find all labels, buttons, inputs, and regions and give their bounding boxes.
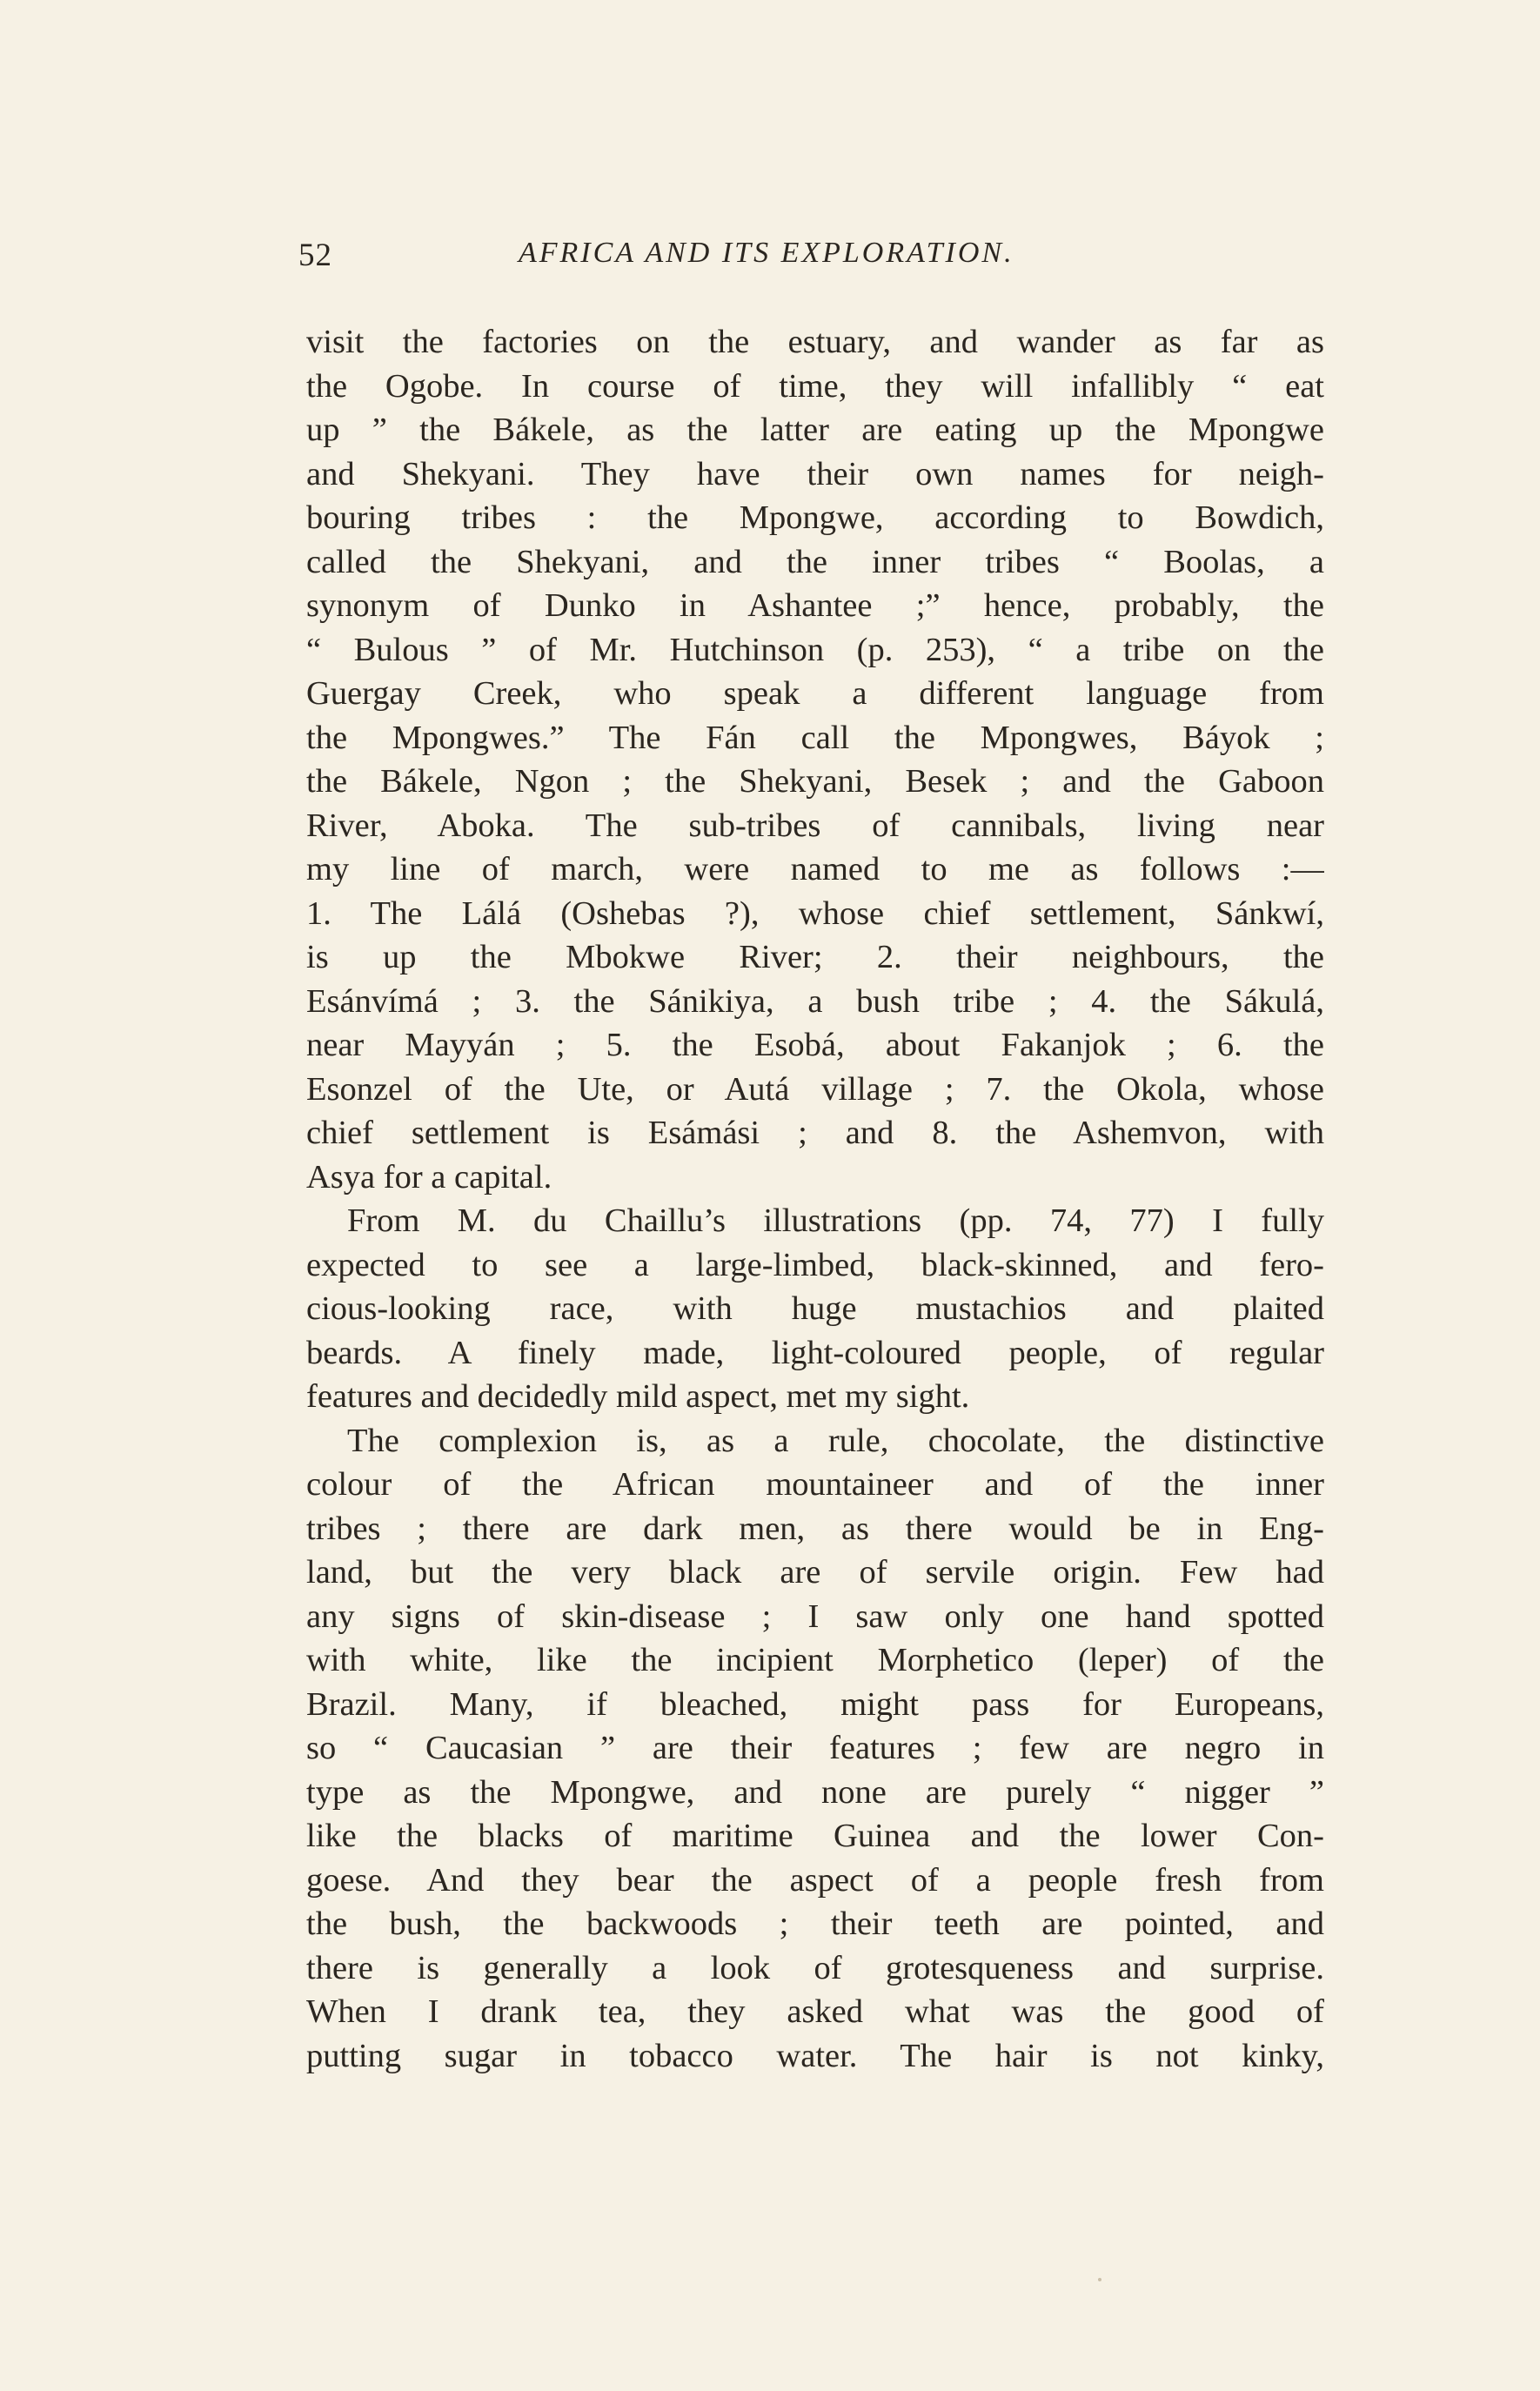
paragraph-end-line: Asya for a capital. [306,1158,552,1196]
text-line: there is generally a look of grotesqueness and surprise. [306,1949,1324,1986]
text-line: the bush, the backwoods ; their teeth are pointed, and [306,1905,1324,1942]
text-line: type as the Mpongwe, and none are purely “ nigger ” [306,1773,1324,1811]
text-line: my line of march, were named to me as follows :— [306,851,1324,887]
text-line: Brazil. Many, if bleached, might pass for Europeans, [306,1685,1324,1723]
text-line: near Mayyán ; 5. the Esobá, about Fakanjok ; 6. the [306,1027,1324,1063]
text-line: “ Bulous ” of Mr. Hutchinson (p. 253), “ a tribe on the [306,631,1324,668]
text-line: up ” the Bákele, as the latter are eating up the Mpongwe [306,412,1324,448]
text-line: putting sugar in tobacco water. The hair is not kinky, [306,2037,1324,2074]
text-line: synonym of Dunko in Ashantee ;” hence, probably, the [306,587,1324,624]
text-line: so “ Caucasian ” are their features ; few are negro in [306,1730,1324,1766]
text-line: land, but the very black are of servile origin. Few had [306,1554,1324,1591]
body-text [306,320,1324,2078]
text-line: 1. The Lálá (Oshebas ?), whose chief settlement, Sánkwí, [306,894,1324,932]
text-line: visit the factories on the estuary, and wander as far as [306,324,1324,360]
text-line: the Bákele, Ngon ; the Shekyani, Besek ; and the Gaboon [306,763,1324,800]
text-line: beards. A finely made, light-coloured people, of regular [306,1334,1324,1371]
text-line: cious-looking race, with huge mustachios and plaited [306,1290,1324,1327]
page-header [298,237,1325,280]
text-line: and Shekyani. They have their own names for neigh- [306,455,1324,492]
text-line: called the Shekyani, and the inner tribes “ Boolas, a [306,543,1324,580]
text-line: expected to see a large-limbed, black-skinned, and fero- [306,1246,1324,1283]
text-line: is up the Mbokwe River; 2. their neighbours, the [306,939,1324,975]
paragraph-end-line: features and decidedly mild aspect, met my sight. [306,1378,970,1415]
page-number: 52 [298,238,332,273]
text-line: Esonzel of the Ute, or Autá village ; 7. the Okola, whose [306,1070,1324,1108]
text-line: chief settlement is Esámási ; and 8. the Ashemvon, with [306,1115,1324,1151]
text-line: any signs of skin-disease ; I saw only one hand spotted [306,1597,1324,1635]
text-line: the Mpongwes.” The Fán call the Mpongwes, Báyok ; [306,719,1324,756]
paragraph-start-line: The complexion is, as a rule, chocolate, the distinctive [347,1422,1324,1459]
text-line: colour of the African mountaineer and of the inner [306,1466,1324,1503]
running-title: AFRICA AND ITS EXPLORATION. [519,237,1014,269]
text-line: bouring tribes : the Mpongwe, according to Bowdich, [306,499,1324,536]
text-line: Guergay Creek, who speak a different language from [306,675,1324,712]
text-line: the Ogobe. In course of time, they will infallibly “ eat [306,367,1324,405]
text-line: with white, like the incipient Morphetico (leper) of the [306,1642,1324,1678]
paper-speck [1098,2278,1101,2281]
paragraph-start-line: From M. du Chaillu’s illustrations (pp. 74, 77) I fully [347,1202,1324,1239]
text-line: River, Aboka. The sub-tribes of cannibals, living near [306,807,1324,844]
text-line: goese. And they bear the aspect of a people fresh from [306,1861,1324,1899]
text-line: Esánvímá ; 3. the Sánikiya, a bush tribe ; 4. the Sákulá, [306,982,1324,1020]
text-line: tribes ; there are dark men, as there would be in Eng- [306,1510,1324,1547]
text-line: like the blacks of maritime Guinea and the lower Con- [306,1818,1324,1854]
text-line: When I drank tea, they asked what was the good of [306,1993,1324,2030]
